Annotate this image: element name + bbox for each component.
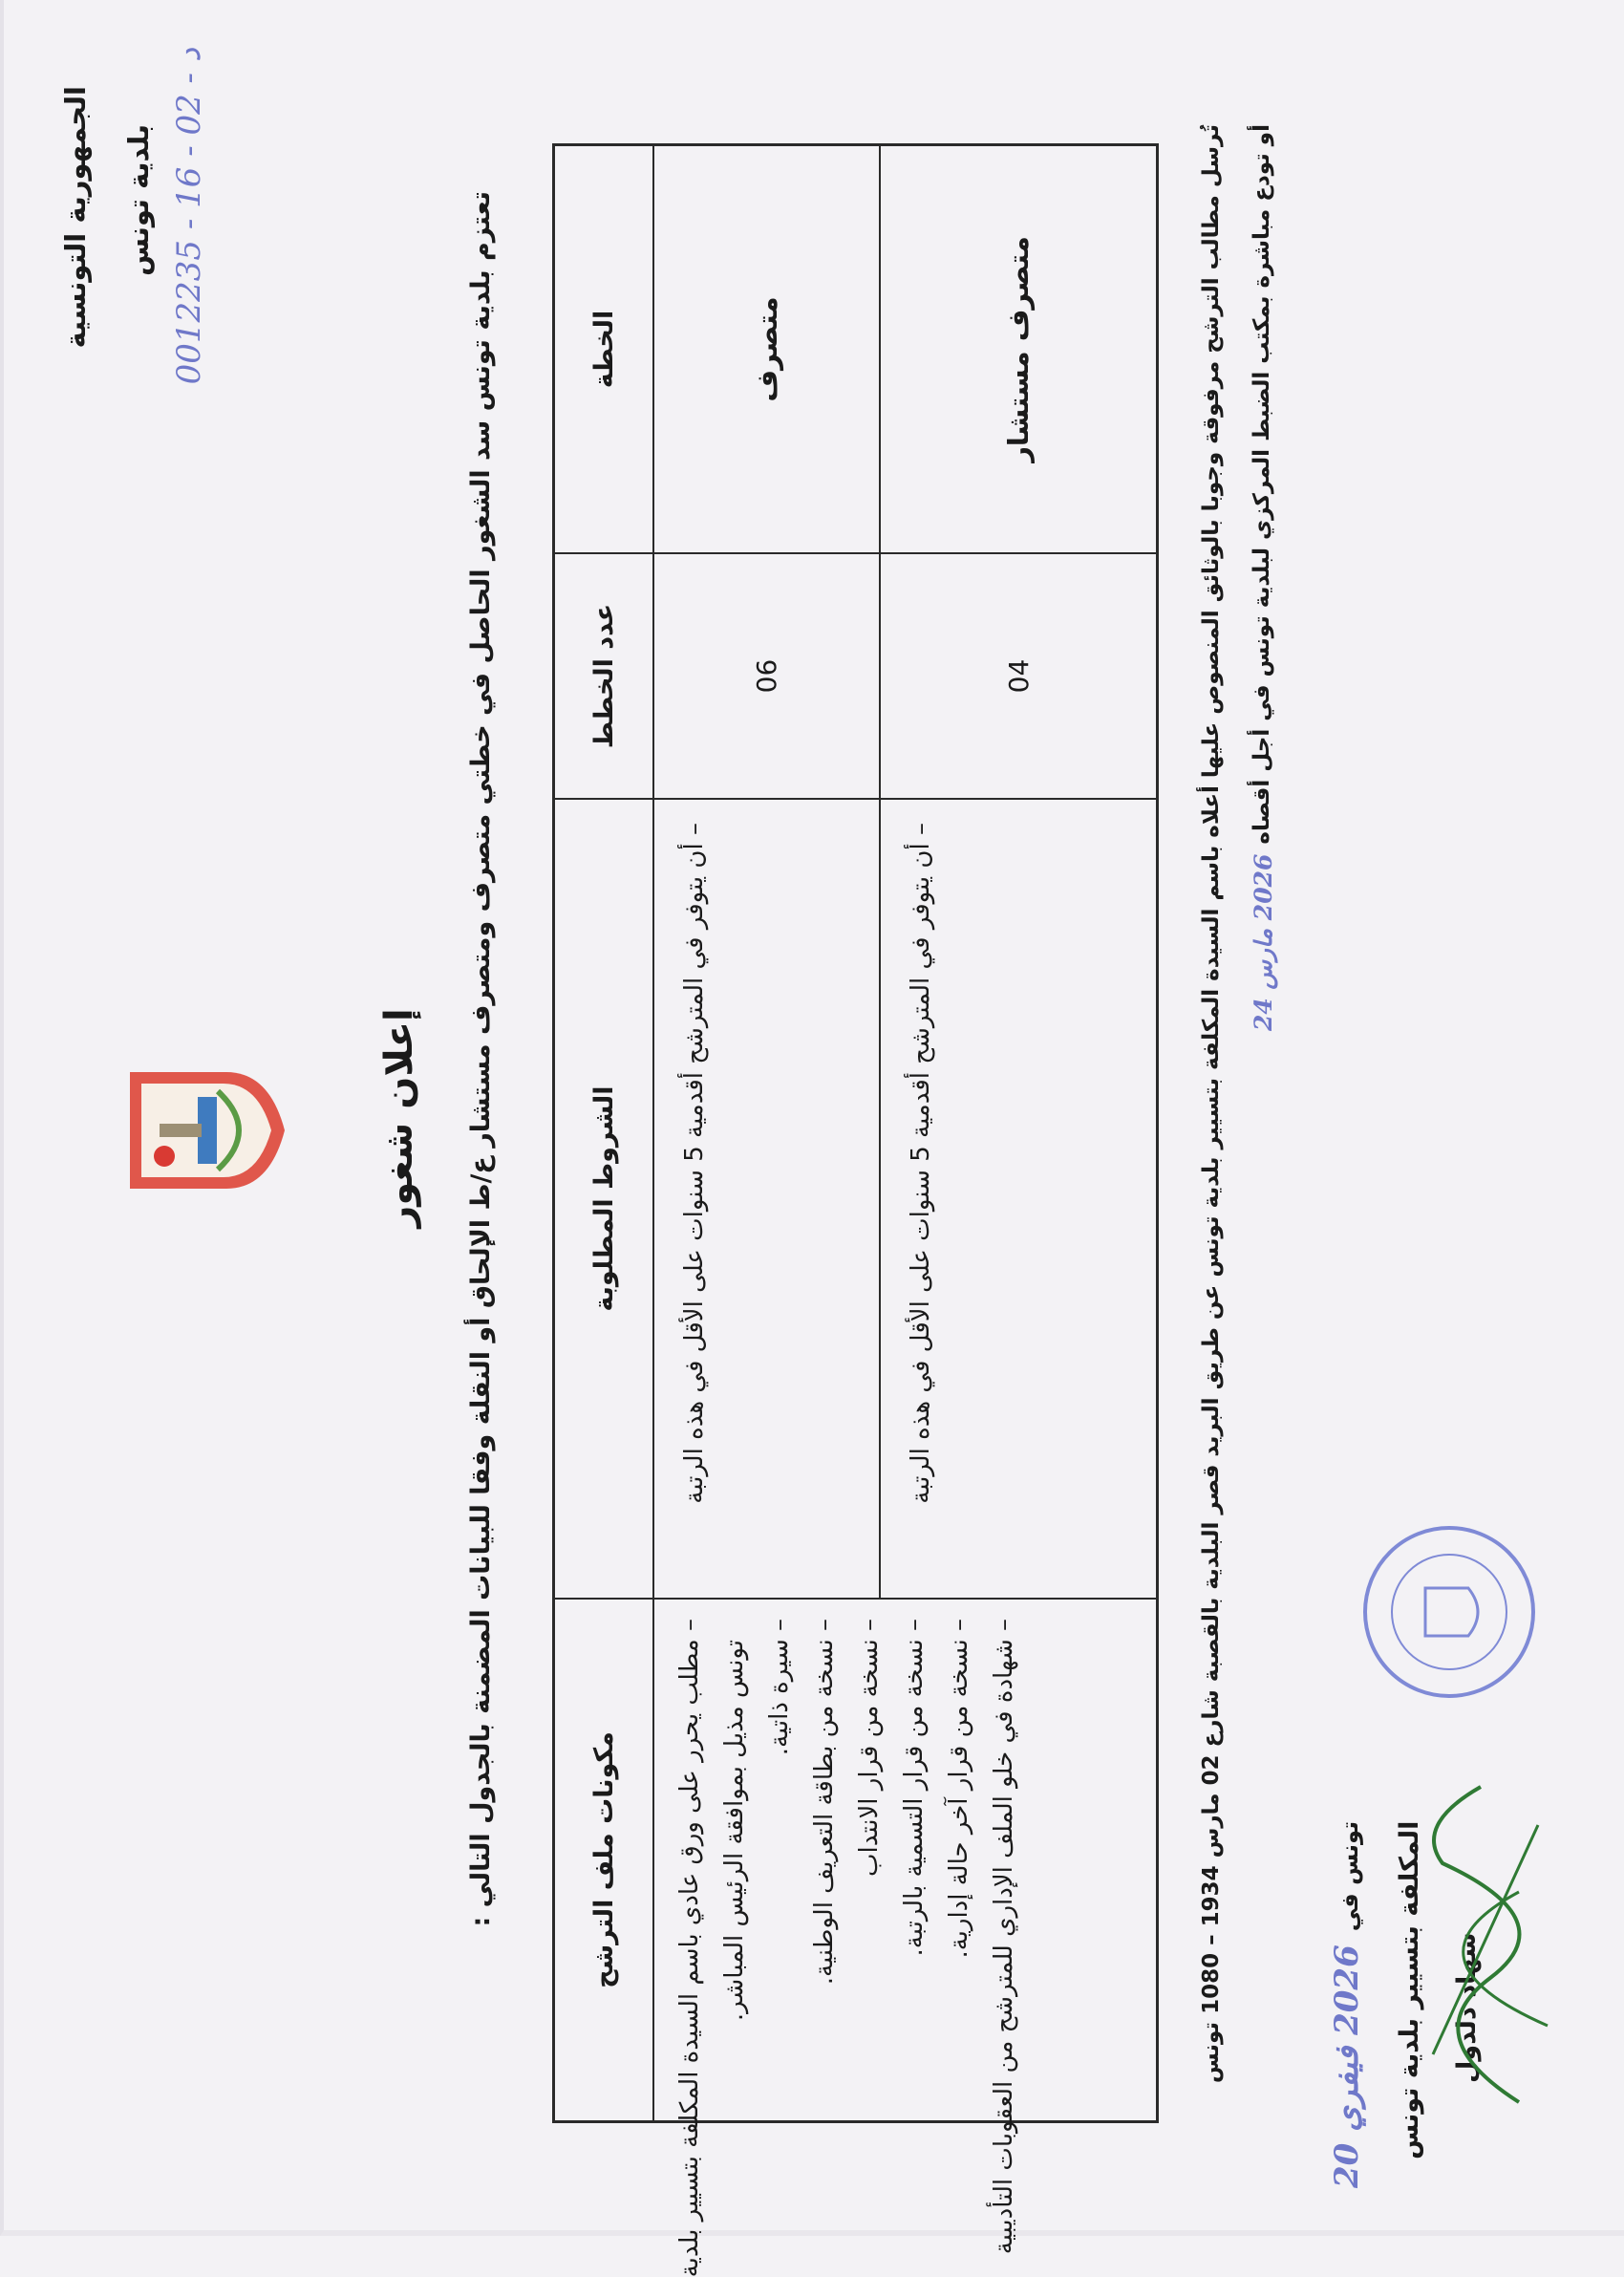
header-documents: مكونات ملف الترشح [554,1599,654,2122]
position-cell: متصرف [653,145,880,554]
intro-text: تعتزم بلدية تونس سد الشغور الحاصل في خطتي متصرف ومتصرف مستشار ع/ط الإلحاق أو النقلة وفقا للبيانات المضمنة بالجدول التالي : [466,191,496,1927]
header-count: عدد الخطط [554,553,654,799]
document-item: – نسخة من قرار آخر حالة إدارية. [945,1619,973,1959]
place-date-label: تونس في [1336,1820,1363,1932]
header-conditions: الشروط المطلوبة [554,799,654,1599]
deadline-line [1250,124,1277,1031]
reference-number: 0012235 - 16 - 02 - د [170,48,208,385]
document-item: – شهادة في خلو الملف الإداري للمترشح من العقوبات التأديبية [990,1619,1018,2255]
municipality-name: بلدية تونس [122,124,155,277]
count-cell: 04 [880,553,1158,799]
position-cell: متصرف مستشار [880,145,1158,554]
document-item: تونس مذيل بموافقة الرئيس المباشر. [720,1640,749,2022]
condition-cell: – أن يتوفر في المترشح أقدمية 5 سنوات على الأقل في هذه الرتبة [653,799,880,1599]
municipality-emblem [126,1068,292,1192]
document-title: إعلان شغور [377,1008,421,1228]
official-stamp [1358,1521,1544,1703]
deadline-date: 2026 مارس 24 [1250,853,1277,1032]
country-name: الجمهورية التونسية [59,86,92,349]
deadline-text: أو تودع مباشرة بمكتب الضبط المركزي لبلدية تونس في أجل أقصاه [1250,124,1274,845]
signatory-title: المكلفة بتسيير بلدية تونس [1395,1820,1424,2159]
signatory-name: سهاد دلدول [1452,1932,1482,2083]
table-row [653,145,880,2122]
table-header-row [554,145,654,2122]
submission-info: تُرسل مطالب الترشح مرفوقة وجوبا بالوثائق المنصوص عليها أعلاه باسم السيدة المكلفة بتسيير بلدية تونس عن طريق البريد قصر البلدية بالقصبة شارع 02 مارس 1934 – 1080 تونس [1199,124,1224,2084]
document-item: – نسخة من بطاقة التعريف الوطنية. [810,1619,839,1986]
document-page [10,10,1614,2277]
condition-cell: – أن يتوفر في المترشح أقدمية 5 سنوات على الأقل في هذه الرتبة [880,799,1158,1599]
document-item: – نسخة من قرار التسمية بالرتبة. [900,1619,929,1957]
documents-cell [653,1599,1158,2277]
signature-date: 2026 فيفري 20 [1328,1944,1366,2188]
document-item: – سيرة ذاتية. [765,1619,794,1756]
header-position: الخطة [554,145,654,554]
document-item: – مطلب يحرر على ورق عادي باسم السيدة المكلفة بتسيير بلدية [675,1619,704,2277]
vacancy-table [552,143,1159,2277]
handwritten-signature [1376,1768,1571,2112]
document-item: – نسخة من قرار الانتداب [855,1619,884,1877]
place-date [1328,1821,1366,2188]
count-cell: 06 [653,553,880,799]
